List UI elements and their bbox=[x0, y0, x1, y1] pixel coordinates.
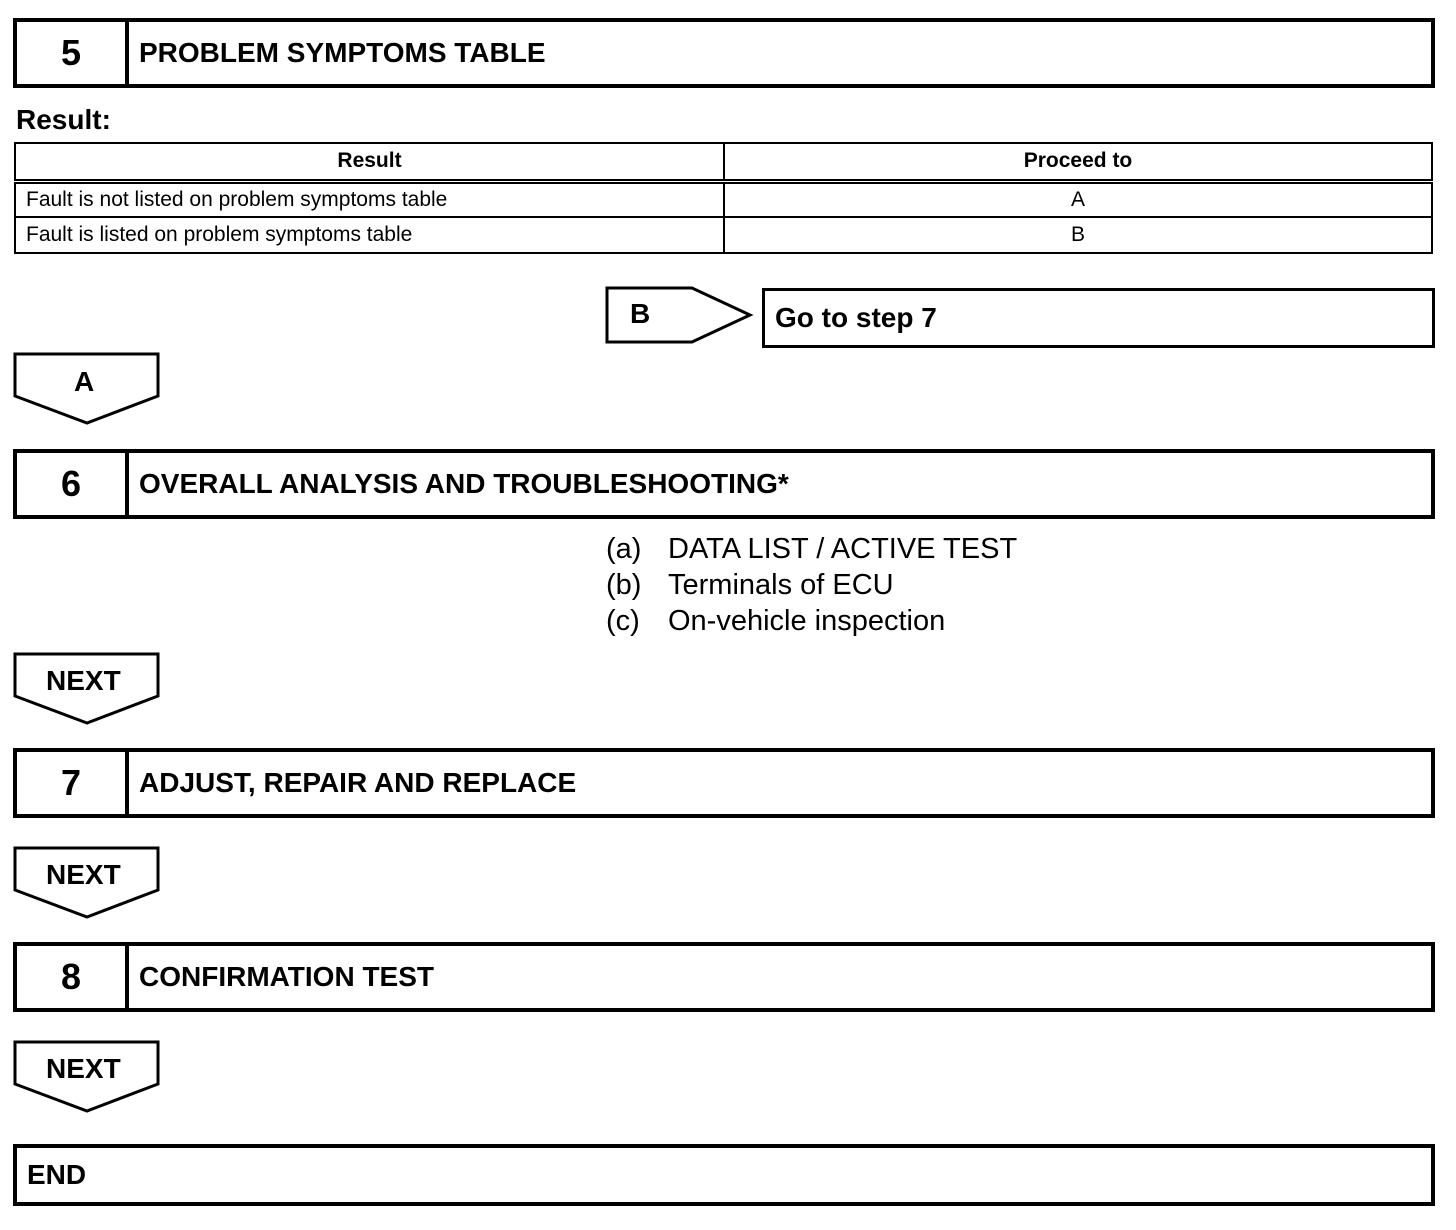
step-number: 6 bbox=[17, 453, 129, 515]
next-label: NEXT bbox=[46, 1053, 121, 1084]
step-title: ADJUST, REPAIR AND REPLACE bbox=[139, 767, 577, 798]
step-title: OVERALL ANALYSIS AND TROUBLESHOOTING* bbox=[139, 468, 789, 499]
next-label: NEXT bbox=[46, 859, 121, 890]
end-box bbox=[13, 1144, 1435, 1206]
next-label: NEXT bbox=[46, 665, 121, 696]
list-marker: (c) bbox=[606, 605, 640, 637]
step-number: 5 bbox=[17, 22, 129, 84]
row-result: Fault is not listed on problem symptoms table bbox=[15, 181, 724, 217]
list-marker: (a) bbox=[606, 533, 642, 565]
list-text: Terminals of ECU bbox=[668, 569, 894, 601]
list-marker: (b) bbox=[606, 569, 642, 601]
row-proceed: B bbox=[724, 217, 1432, 253]
list-text: On-vehicle inspection bbox=[668, 605, 946, 637]
header-proceed: Proceed to bbox=[724, 143, 1432, 181]
step-number: 7 bbox=[17, 752, 129, 814]
end-label: END bbox=[27, 1159, 87, 1190]
list-text: DATA LIST / ACTIVE TEST bbox=[668, 533, 1018, 565]
branch-a-label: A bbox=[74, 366, 95, 397]
step-title: PROBLEM SYMPTOMS TABLE bbox=[139, 37, 546, 68]
branch-b-label: B bbox=[630, 298, 651, 329]
row-result: Fault is listed on problem symptoms table bbox=[15, 217, 724, 253]
result-label: Result: bbox=[16, 104, 111, 135]
step-number: 8 bbox=[17, 946, 129, 1008]
header-result: Result bbox=[15, 143, 724, 181]
step-title: CONFIRMATION TEST bbox=[139, 961, 435, 992]
goto-text: Go to step 7 bbox=[775, 302, 937, 333]
row-proceed: A bbox=[724, 181, 1432, 217]
